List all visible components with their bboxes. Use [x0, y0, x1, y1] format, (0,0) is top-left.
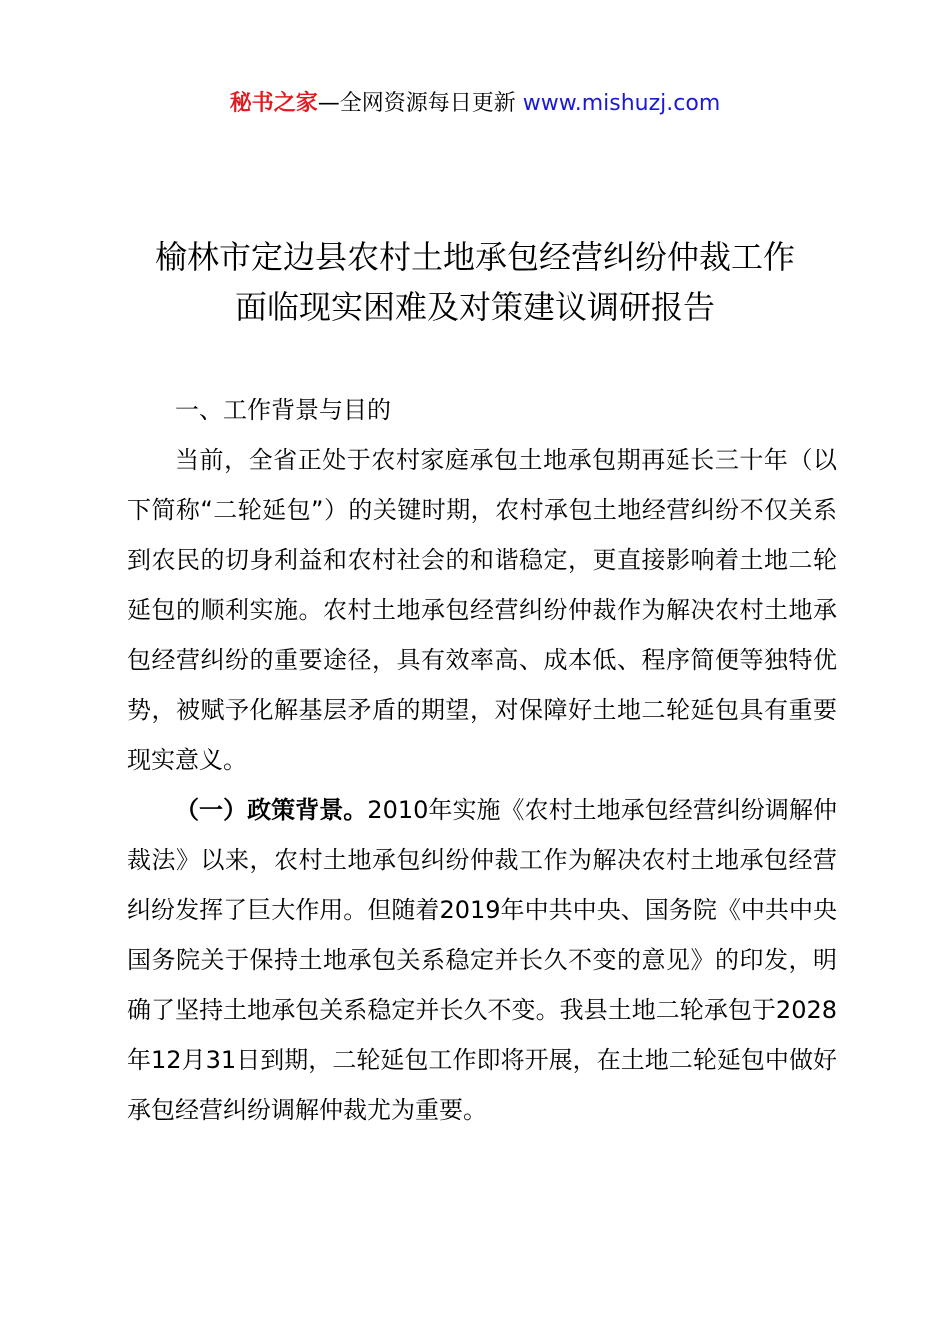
- header-tagline: —全网资源每日更新: [317, 91, 523, 116]
- paragraph-policy: [127, 785, 837, 1135]
- document-title: [0, 232, 950, 332]
- brand-name: 秘书之家: [229, 91, 318, 116]
- paragraph-background: 当前，全省正处于农村家庭承包土地承包期再延长三十年（以下简称“二轮延包”）的关键时期，农村承包土地经营纠纷不仅关系到农民的切身利益和农村社会的和谐稳定，更直接影响着土地二轮延包的顺利实施。农村土地承包经营纠纷仲裁作为解决农村土地承包经营纠纷的重要途径，具有效率高、成本低、程序简便等独特优势，被赋予化解基层矛盾的期望，对保障好土地二轮延包具有重要现实意义。: [127, 446, 837, 774]
- site-header: [0, 88, 950, 120]
- title-line-2: 面临现实困难及对策建议调研报告: [234, 288, 715, 326]
- paragraph-policy-text: 2010年实施《农村土地承包经营纠纷调解仲裁法》以来，农村土地承包纠纷仲裁工作为解决农村土地承包经营纠纷发挥了巨大作用。但随着2019年中共中央、国务院《中共中央国务院关于保持土地承包关系稳定并长久不变的意见》的印发，明确了坚持土地承包关系稳定并长久不变。我县土地二轮承包于2028年12月31日到期，二轮延包工作即将开展，在土地二轮延包中做好承包经营纠纷调解仲裁尤为重要。: [127, 796, 838, 1124]
- paragraph-lead: （一）政策背景。: [175, 796, 368, 824]
- title-line-1: 榆林市定边县农村土地承包经营纠纷仲裁工作: [154, 238, 795, 276]
- document-body: [127, 385, 837, 1135]
- section-heading: 一、工作背景与目的: [175, 396, 391, 424]
- site-url-link[interactable]: www.mishuzj.com: [522, 91, 721, 116]
